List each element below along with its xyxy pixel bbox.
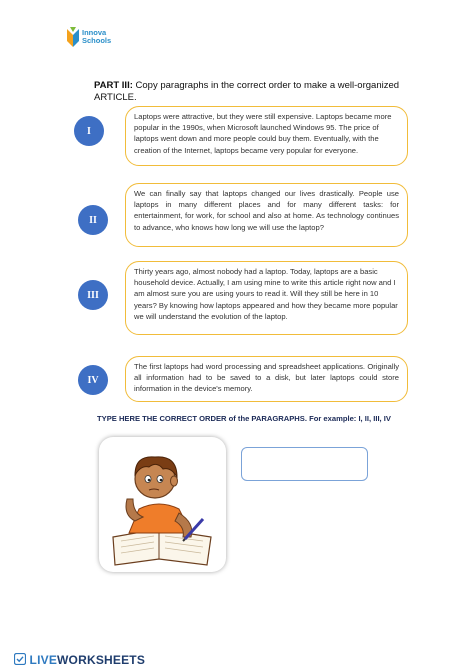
paragraph-box-2: We can finally say that laptops changed our lives drastically. People use laptops in many different places and for many different tasks: for entertainment, for work, for school and also at home. As technology continues to advance, who knows how long we will use the laptop?	[125, 183, 408, 247]
numeral-badge-4: IV	[78, 365, 108, 395]
numeral-badge-1: I	[74, 116, 104, 146]
brand-suffix: WORKSHEETS	[57, 653, 146, 667]
answer-input[interactable]	[241, 447, 368, 481]
heading-text: Copy paragraphs in the correct order to make a well-organized ARTICLE.	[94, 80, 400, 103]
brand-prefix: LIVE	[29, 653, 58, 667]
numeral-badge-3: III	[78, 280, 108, 310]
paragraph-box-3: Thirty years ago, almost nobody had a laptop. Today, laptops are a basic household device. Actually, I am using mine to write this article right now and I am almost sure you are using yours to read it. Will they still be here in 10 years? By knowing how laptops appeared and how they became more popular we will understand the evolution of the laptop.	[125, 261, 408, 335]
page-heading	[94, 80, 414, 104]
boy-writing-illustration	[99, 437, 226, 572]
liveworksheets-icon	[14, 653, 26, 665]
illustration-frame	[99, 437, 226, 572]
heading-part: PART III:	[94, 80, 133, 91]
innova-schools-logo	[66, 27, 126, 57]
liveworksheets-logo[interactable]	[14, 653, 145, 667]
footer-bar	[0, 650, 474, 669]
order-instruction: TYPE HERE THE CORRECT ORDER of the PARAGRAPHS. For example: I, II, III, IV	[97, 414, 391, 423]
logo-mark-icon	[66, 27, 80, 49]
numeral-badge-2: II	[78, 205, 108, 235]
logo-line1: Innova	[82, 28, 107, 37]
paragraph-box-4: The first laptops had word processing and spreadsheet applications. Originally all information had to be saved to a disk, but later laptops could store information in the device's memory.	[125, 356, 408, 402]
paragraph-box-1: Laptops were attractive, but they were still expensive. Laptops became more popular in the 1990s, when Microsoft launched Windows 95. The price of laptops went down and more people could buy them. Eventually, with the creation of the Internet, laptops became very popular for everyone.	[125, 106, 408, 166]
logo-line2: Schools	[82, 36, 112, 45]
